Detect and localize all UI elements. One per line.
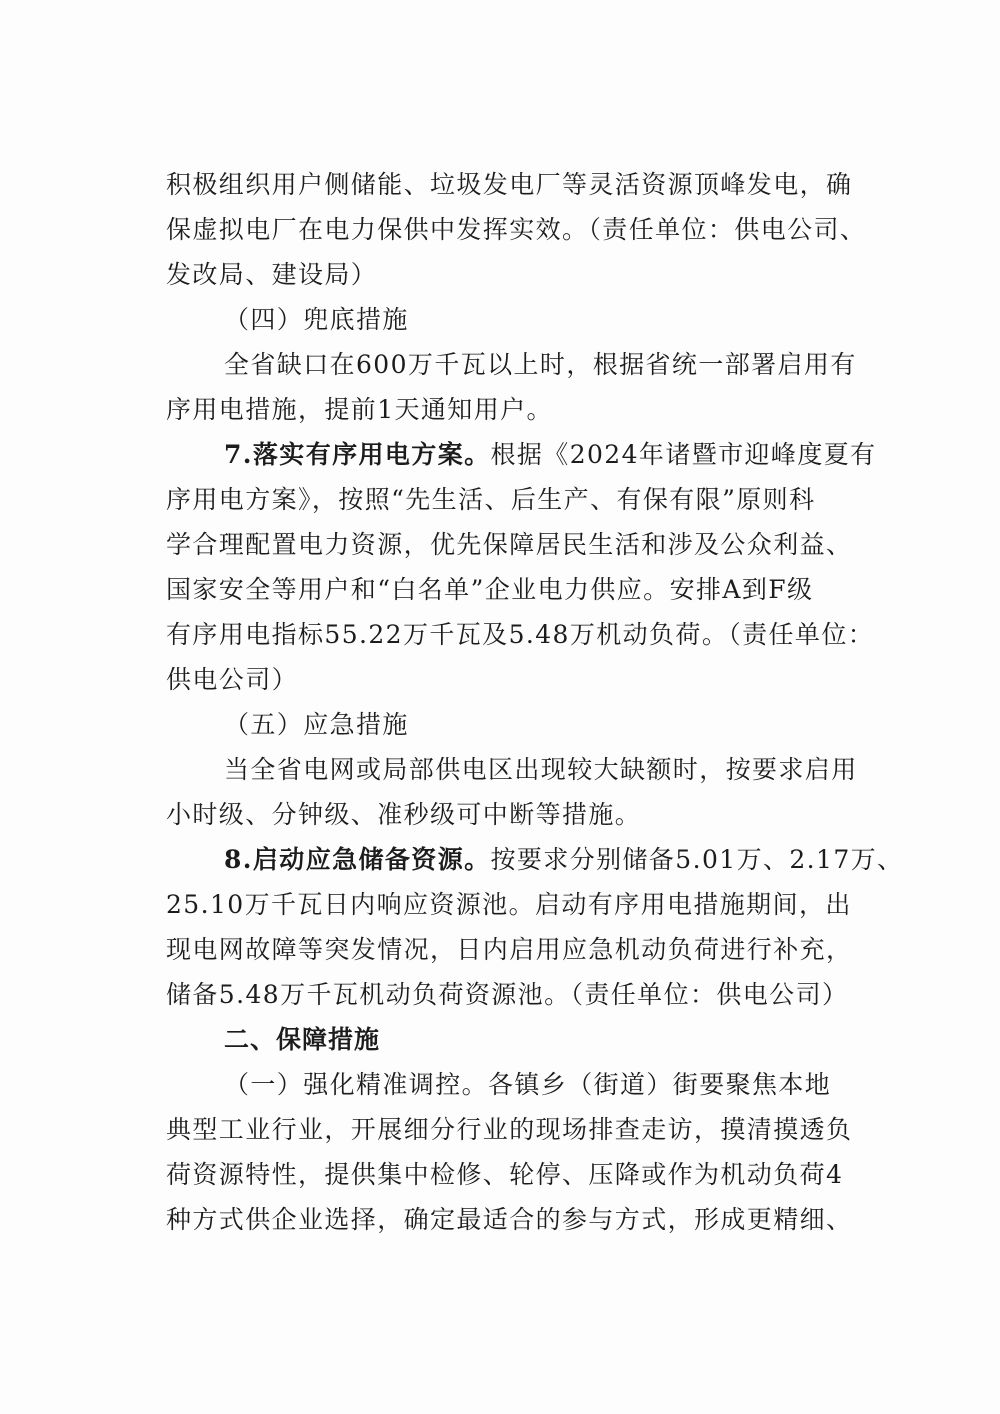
paragraph-line: 小时级、分钟级、准秒级可中断等措施。 <box>166 800 642 829</box>
item-8-line <box>166 837 904 882</box>
paragraph-line: 供电公司） <box>166 665 299 694</box>
paragraph-line: 现电网故障等突发情况，日内启用应急机动负荷进行补充， <box>166 935 853 964</box>
item-7-title: 7.落实有序用电方案。 <box>224 440 491 469</box>
item-8-title: 8.启动应急储备资源。 <box>224 845 491 874</box>
document-body <box>166 162 904 1242</box>
section-heading-four: （四）兜底措施 <box>224 305 409 334</box>
paragraph-line: 有序用电指标55.22万千瓦及5.48万机动负荷。（责任单位： <box>166 620 875 649</box>
paragraph-line: 储备5.48万千瓦机动负荷资源池。（责任单位：供电公司） <box>166 980 849 1009</box>
paragraph-line: 种方式供企业选择，确定最适合的参与方式，形成更精细、 <box>166 1205 853 1234</box>
paragraph-line: 典型工业行业，开展细分行业的现场排查走访，摸清摸透负 <box>166 1115 853 1144</box>
item-7-text: 根据《2024年诸暨市迎峰度夏有 <box>490 440 877 469</box>
paragraph-line: 积极组织用户侧储能、垃圾发电厂等灵活资源顶峰发电，确 <box>166 170 853 199</box>
chapter-heading-two: 二、保障措施 <box>224 1025 381 1054</box>
paragraph-line: 25.10万千瓦日内响应资源池。启动有序用电措施期间，出 <box>166 890 852 919</box>
paragraph-line: 发改局、建设局） <box>166 260 378 289</box>
section-heading-five: （五）应急措施 <box>224 710 409 739</box>
paragraph-line: 保虚拟电厂在电力保供中发挥实效。（责任单位：供电公司、 <box>166 215 867 244</box>
item-8-text: 按要求分别储备5.01万、2.17万、 <box>490 845 904 874</box>
paragraph-line: 序用电方案》，按照“先生活、后生产、有保有限”原则科 <box>166 485 816 514</box>
paragraph-line: 当全省电网或局部供电区出现较大缺额时，按要求启用 <box>224 755 858 784</box>
item-7-line <box>166 432 877 477</box>
paragraph-line: 国家安全等用户和“白名单”企业电力供应。安排A到F级 <box>166 575 814 604</box>
paragraph-line: 全省缺口在600万千瓦以上时，根据省统一部署启用有 <box>224 350 857 379</box>
paragraph-line: 学合理配置电力资源，优先保障居民生活和涉及公众利益、 <box>166 530 853 559</box>
paragraph-line: 荷资源特性，提供集中检修、轮停、压降或作为机动负荷4 <box>166 1160 844 1189</box>
paragraph-line: 序用电措施，提前1天通知用户。 <box>166 395 553 424</box>
paragraph-line: （一）强化精准调控。各镇乡（街道）街要聚焦本地 <box>224 1070 832 1099</box>
